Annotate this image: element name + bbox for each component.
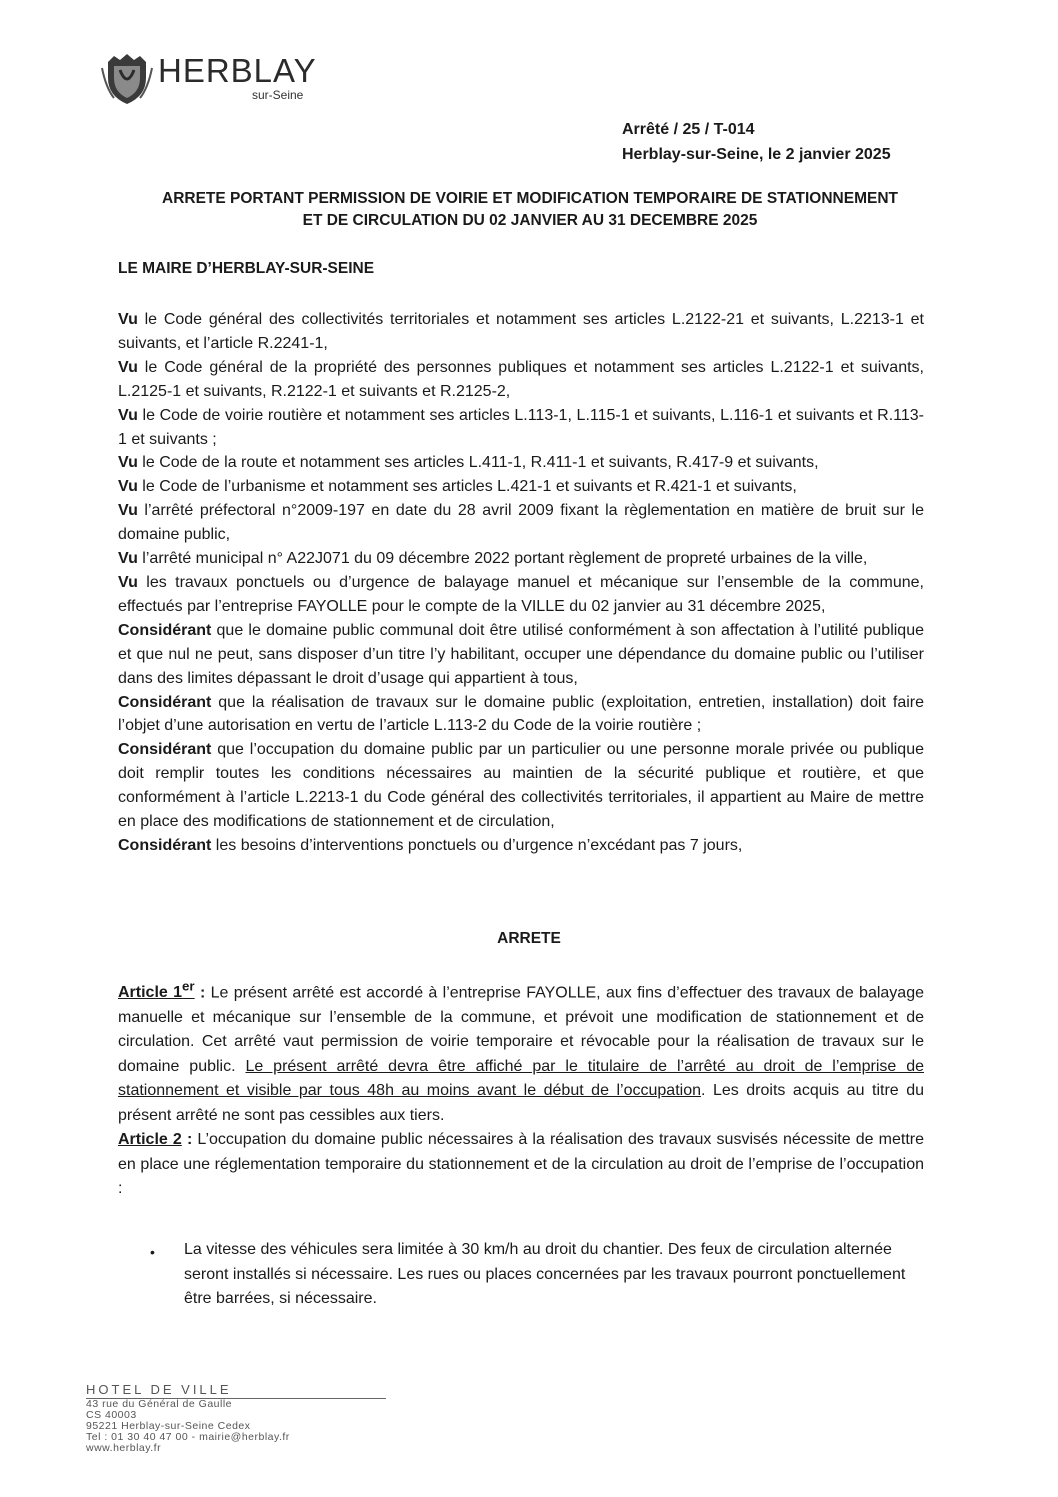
title-line-2: ET DE CIRCULATION DU 02 JANVIER AU 31 DECEMBRE 2025 <box>302 212 758 229</box>
recital <box>118 834 924 858</box>
articles <box>118 975 924 1202</box>
article-1-tail: . Les droits acquis au titre du présent arrêté ne sont pas cessibles aux tiers. <box>118 1082 924 1124</box>
article-2-text: L’occupation du domaine public nécessaires à la réalisation des travaux susvisés nécessite de mettre en place une réglementation temporaire du stationnement et de la circulation au droit de l’emprise de l’occupation : <box>118 1131 925 1198</box>
article-1-separator: : <box>194 984 211 1002</box>
recital-lead: Considérant <box>118 621 212 639</box>
bullet-text: La vitesse des véhicules sera limitée à 30 km/h au droit du chantier. Des feux de circulation alternée seront installés si nécessaire. Les rues ou places concernées par les travaux pourront ponctuellement être barrées, si nécessaire. <box>184 1241 906 1307</box>
footer-address-line: CS 40003 <box>86 1409 137 1421</box>
herblay-logo <box>100 38 340 108</box>
title-line-1: ARRETE PORTANT PERMISSION DE VOIRIE ET MODIFICATION TEMPORAIRE DE STATIONNEMENT <box>162 190 898 207</box>
recital-text: le Code de voirie routière et notamment ses articles L.113-1, L.115-1 et suivants, L.116-1 et suivants et R.113-1 et suivants ; <box>118 406 924 448</box>
logo-subtitle: sur-Seine <box>252 88 304 102</box>
recital <box>118 571 924 619</box>
arrete-heading: ARRETE <box>497 930 561 947</box>
recital-lead: Considérant <box>118 741 212 759</box>
recital <box>118 547 924 571</box>
article-2 <box>118 1128 924 1202</box>
decree-reference: Arrêté / 25 / T-014 <box>622 121 755 138</box>
article-1-label <box>118 979 195 1002</box>
place-date: Herblay-sur-Seine, le 2 janvier 2025 <box>622 146 891 163</box>
mayor-heading: LE MAIRE D’HERBLAY-SUR-SEINE <box>118 260 375 277</box>
recital-text: que la réalisation de travaux sur le domaine public (exploitation, entretien, installation) doit faire l’objet d’une autorisation en vertu de l’article L.113-2 du Code de la voirie routière ; <box>118 693 924 735</box>
recital-lead: Vu <box>118 478 138 496</box>
footer-address <box>86 1382 386 1454</box>
recital <box>118 404 924 452</box>
bullet-icon: • <box>150 1244 155 1260</box>
footer-address-line: 95221 Herblay-sur-Seine Cedex <box>86 1420 251 1432</box>
footer-hotel-de-ville: HOTEL DE VILLE <box>86 1382 386 1399</box>
recital-lead: Vu <box>118 311 138 328</box>
recital-lead: Considérant <box>118 693 212 711</box>
recital <box>118 619 924 691</box>
recital-text: le Code général des collectivités territoriales et notamment ses articles L.2122-21 et suivants, L.2213-1 et suivants, et l’article R.2241-1, <box>118 311 924 352</box>
footer-address-line: 43 rue du Général de Gaulle <box>86 1398 233 1410</box>
recital-lead: Vu <box>118 358 138 376</box>
recital-text: l’arrêté préfectoral n°2009-197 en date du 28 avril 2009 fixant la règlementation en matière de bruit sur le domaine public, <box>118 502 924 544</box>
article-1-underlined-text: Le présent arrêté devra être affiché par le titulaire de l’arrêté au droit de l’emprise de stationnement et visible par tous 48h au moins avant le début de l’occupation <box>118 1057 925 1100</box>
document-title <box>110 188 950 232</box>
recital <box>118 308 924 356</box>
recital-lead: Vu <box>118 454 138 472</box>
recitals <box>118 308 924 858</box>
recital-lead: Vu <box>118 406 138 424</box>
recital <box>118 691 924 739</box>
footer-contact: Tel : 01 30 40 47 00 - mairie@herblay.fr <box>86 1431 290 1443</box>
recital <box>118 451 924 475</box>
article-1-text: Le présent arrêté est accordé à l’entreprise FAYOLLE, aux fins d’effectuer des travaux de balayage manuelle et mécanique sur l’ensemble de la commune, et prévoit une modification de stationnement et de circulation. Cet arrêté vaut permission de voirie temporaire et révocable pour la réalisation de travaux sur le domaine public. <box>118 984 924 1075</box>
recital-text: que l’occupation du domaine public par un particulier ou une personne morale privée ou publique doit remplir toutes les conditions nécessaires au maintien de la sécurité publique et routière, et que conformément à l’article L.2213-1 du Code général des collectivités territoriales, il appartient au Maire de mettre en place des modifications de stationnement et de circulation, <box>118 741 924 831</box>
recital-text: le Code de la route et notamment ses articles L.411-1, R.411-1 et suivants, R.417-9 et suivants, <box>137 454 819 472</box>
recital-text: les travaux ponctuels ou d’urgence de balayage manuel et mécanique sur l’ensemble de la commune, effectués par l’entreprise FAYOLLE pour le compte de la VILLE du 02 janvier au 31 décembre 2025, <box>118 573 924 615</box>
recital <box>118 738 924 834</box>
city-crest-icon <box>100 48 154 106</box>
footer-website: www.herblay.fr <box>86 1442 162 1454</box>
reference-block <box>622 117 891 167</box>
article-1 <box>118 975 924 1128</box>
article-2-label: Article 2 <box>118 1131 182 1149</box>
recital <box>118 499 924 547</box>
recital-lead: Vu <box>118 550 138 568</box>
article-1-label-text: Article 1 <box>118 984 183 1002</box>
recital-lead: Vu <box>118 573 138 591</box>
recital-lead: Considérant <box>118 836 212 854</box>
logo-name: HERBLAY <box>158 52 317 89</box>
article-2-separator: : <box>181 1131 198 1149</box>
recital-text: le Code de l’urbanisme et notamment ses articles L.421-1 et suivants et R.421-1 et suivants, <box>137 478 797 496</box>
list-item <box>150 1238 930 1312</box>
recital-text: l’arrêté municipal n° A22J071 du 09 décembre 2022 portant règlement de propreté urbaines de la ville, <box>137 550 868 568</box>
recital <box>118 475 924 499</box>
recital-text: les besoins d’interventions ponctuels ou d’urgence n’excédant pas 7 jours, <box>211 836 743 854</box>
recital-text: que le domaine public communal doit être utilisé conformément à son affectation à l’utilité publique et que nul ne peut, sans disposer d’un titre l’y habilitant, occuper une dépendance du domaine public ou l’utiliser dans des limites dépassant le droit d’usage qui appartient à tous, <box>118 621 924 687</box>
recital-text: le Code général de la propriété des personnes publiques et notamment ses articles L.2122-1 et suivants, L.2125-1 et suivants, R.2122-1 et suivants et R.2125-2, <box>118 358 924 400</box>
recital <box>118 356 924 404</box>
article-1-label-sup: er <box>182 979 195 994</box>
recital-lead: Vu <box>118 502 138 520</box>
